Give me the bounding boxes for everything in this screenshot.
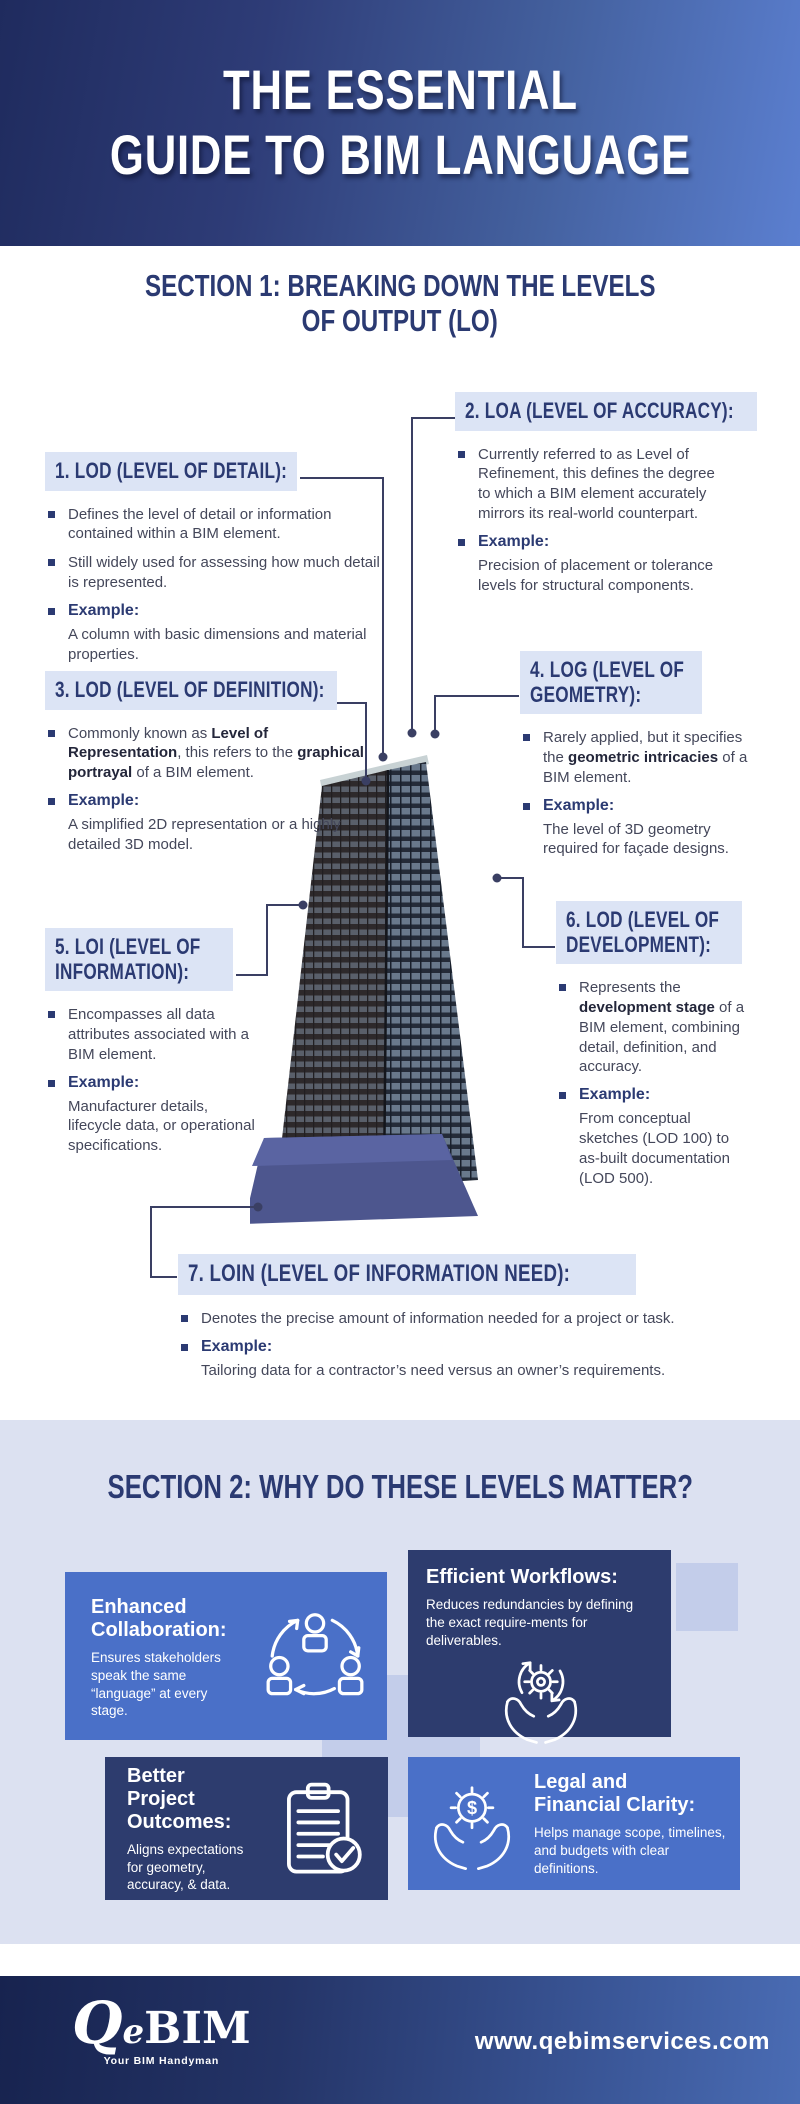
sec1-item-loin-information-need: [178, 1254, 778, 1380]
item-title-line2: INFORMATION):: [55, 958, 190, 984]
svg-text:$: $: [466, 1797, 478, 1818]
bullet-item: Defines the level of detail or information contained within a BIM element.: [45, 505, 390, 545]
qebim-logo-text: QeBIM: [72, 1989, 251, 2057]
bullet-item: Still widely used for assessing how much detail is represented.: [45, 553, 390, 593]
clipboard-check-icon: [270, 1776, 374, 1884]
example-text: A simplified 2D representation or a highly detailed 3D model.: [68, 816, 341, 853]
qebim-logo-tagline: Your BIM Handyman: [103, 2055, 220, 2067]
sec1-item-log-geometry: [520, 651, 755, 859]
footer-separator: [0, 1944, 800, 1976]
decorative-square-right: [676, 1563, 738, 1631]
bullet-item: Denotes the precise amount of information needed for a project or task.: [178, 1309, 778, 1329]
website-url: www.qebimservices.com: [474, 2028, 770, 2055]
sec1-item-loa-accuracy: [455, 392, 734, 595]
example-text: Precision of placement or tolerance levels for structural components.: [478, 556, 714, 594]
example-text: A column with basic dimensions and material properties.: [68, 625, 367, 663]
item-title-chip: [178, 1254, 636, 1295]
card-title: Better Project Outcomes:: [127, 1764, 232, 1833]
sec1-item-loi-information: [45, 928, 260, 1156]
example-text: Manufacturer details, lifecycle data, or operational specifications.: [68, 1097, 255, 1155]
card-legal-financial-clarity: [408, 1757, 740, 1890]
sec1-item-lod-development: [556, 901, 752, 1188]
section2-heading: SECTION 2: WHY DO THESE LEVELS MATTER?: [107, 1468, 693, 1505]
section2-panel: [0, 1420, 800, 1944]
bullet-item: Encompasses all data attributes associated with a BIM element.: [45, 1005, 260, 1064]
qebim-logo: [72, 1989, 251, 2067]
hands-dollar-icon: [422, 1774, 522, 1876]
card-body: Reduces redundancies by defining the exact require-ments for deliverables.: [426, 1597, 634, 1648]
sec1-item-lod-detail: [45, 452, 390, 664]
item-title: 1. LOD (LEVEL OF DETAIL):: [55, 458, 288, 483]
item-title-chip: [556, 901, 742, 964]
sec1-item-lod-definition: [45, 671, 380, 855]
item-bullets: [45, 505, 390, 593]
example-text: The level of 3D geometry required for façade designs.: [543, 820, 729, 858]
item-title: 3. LOD (LEVEL OF DEFINITION):: [55, 677, 325, 702]
item-bullets: [45, 724, 380, 783]
hands-gear-icon: [491, 1651, 591, 1747]
item-title-chip: [520, 651, 702, 714]
item-title-line2: DEVELOPMENT):: [566, 931, 712, 957]
bullet-item: Currently referred to as Level of Refinement, this defines the degree to which a BIM element accurately mirrors its real-world counterpart.: [455, 445, 717, 524]
footer-banner: [0, 1976, 800, 2104]
item-title-chip: [45, 452, 297, 491]
bullet-item: Represents the development stage of a BIM element, combining detail, definition, and accuracy.: [556, 978, 752, 1077]
card-enhanced-collaboration: [65, 1572, 387, 1740]
example-text: Tailoring data for a contractor’s need versus an owner’s requirements.: [201, 1361, 666, 1379]
card-efficient-workflows: [408, 1550, 671, 1737]
people-network-icon: [259, 1606, 371, 1710]
item-title-line1: 6. LOD (LEVEL OF: [566, 907, 720, 932]
item-title-line2: GEOMETRY):: [530, 681, 642, 707]
card-better-project-outcomes: [105, 1757, 388, 1900]
card-body: Aligns expectations for geometry, accuracy, & data.: [127, 1841, 244, 1893]
card-body: Helps manage scope, timelines, and budgets with clear definitions.: [534, 1825, 726, 1876]
main-title-line2: GUIDE TO BIM LANGUAGE: [109, 123, 691, 186]
example-label: Example:: [178, 1338, 778, 1356]
example-label: Example:: [45, 1074, 260, 1092]
example-text: From conceptual sketches (LOD 100) to as-built documentation (LOD 500).: [579, 1110, 730, 1187]
item-title-chip: [45, 928, 233, 991]
item-title-chip: [455, 392, 757, 431]
card-title: Enhanced Collaboration:: [91, 1595, 227, 1641]
item-title: 7. LOIN (LEVEL OF INFORMATION NEED):: [188, 1260, 571, 1287]
example-label: Example:: [45, 792, 380, 810]
card-body: Ensures stakeholders speak the same “language” at every stage.: [91, 1649, 221, 1719]
item-bullets: [520, 728, 755, 787]
item-title-line1: 4. LOG (LEVEL OF: [530, 657, 685, 682]
item-bullets: [455, 445, 717, 524]
item-bullets: [45, 1005, 260, 1064]
item-title-chip: [45, 671, 337, 710]
example-label: Example:: [520, 797, 755, 815]
main-title-line1: THE ESSENTIAL: [222, 58, 578, 122]
card-title: Legal and Financial Clarity:: [534, 1771, 696, 1817]
section1-heading-line2: OF OUTPUT (LO): [301, 303, 499, 339]
item-title: 2. LOA (LEVEL OF ACCURACY):: [465, 398, 734, 423]
bullet-item: Commonly known as Level of Representation, this refers to the graphical portrayal of a BIM element.: [45, 724, 380, 783]
example-label: Example:: [45, 602, 390, 620]
item-bullets: [556, 978, 752, 1077]
section1-heading-line1: SECTION 1: BREAKING DOWN THE LEVELS: [144, 268, 656, 303]
example-label: Example:: [556, 1086, 752, 1104]
card-title: Efficient Workflows:: [426, 1566, 618, 1588]
item-title-line1: 5. LOI (LEVEL OF: [55, 934, 201, 959]
example-label: Example:: [455, 533, 717, 551]
bullet-item: Rarely applied, but it specifies the geometric intricacies of a BIM element.: [520, 728, 755, 787]
item-bullets: [178, 1309, 778, 1329]
